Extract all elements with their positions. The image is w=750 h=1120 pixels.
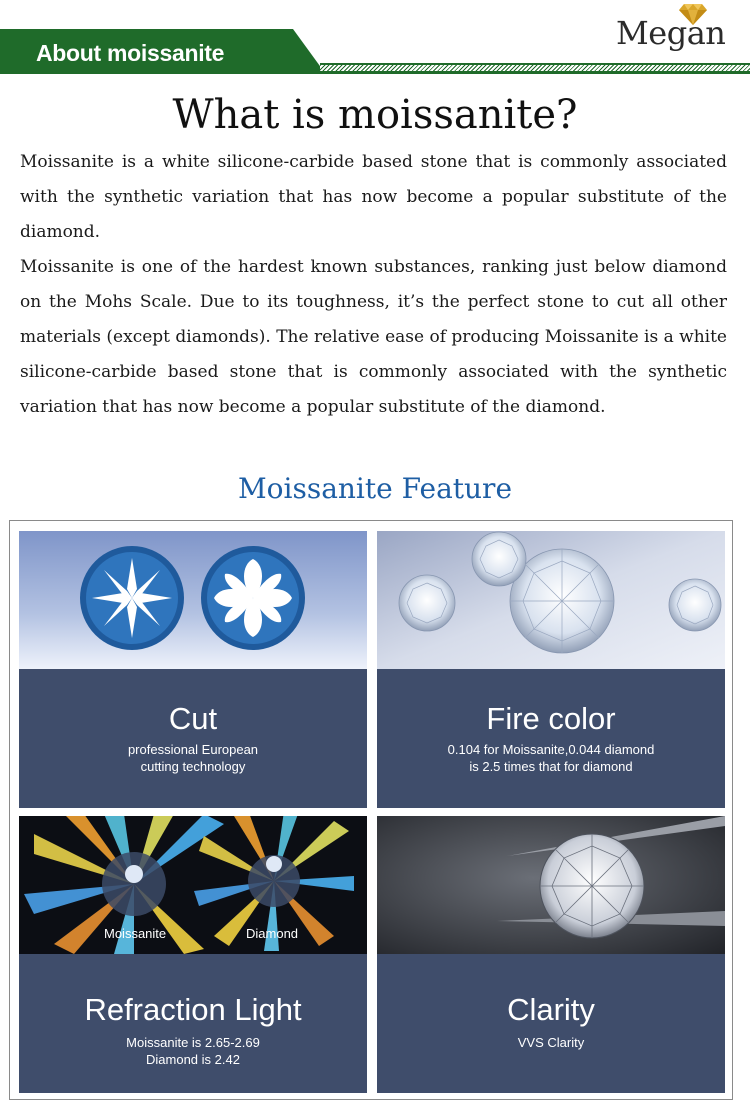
- brand-name: Megan: [616, 14, 726, 52]
- refraction-image: [19, 816, 367, 954]
- clarity-description: [417, 1034, 685, 1051]
- feature-card-clarity: [377, 816, 725, 1093]
- refraction-description: [59, 1034, 327, 1068]
- cut-title: Cut: [168, 701, 218, 736]
- cut-image: [19, 531, 367, 669]
- clarity-desc-line-1: VVS Clarity: [517, 1035, 585, 1050]
- cut-desc-line-1: professional European: [127, 742, 259, 757]
- fire-color-desc-line-1: 0.104 for Moissanite,0.044 diamond: [447, 742, 655, 757]
- feature-card-fire-color: [377, 531, 725, 808]
- fire-color-desc-line-2: is 2.5 times that for diamond: [469, 759, 633, 774]
- fire-color-description: [397, 741, 705, 775]
- refraction-title: Refraction Light: [84, 992, 302, 1027]
- refraction-desc-line-2: Diamond is 2.42: [146, 1052, 240, 1067]
- fire-color-title: Fire color: [486, 701, 616, 736]
- fire-color-image: [377, 531, 725, 669]
- cut-desc-line-2: cutting technology: [140, 759, 246, 774]
- clarity-title: Clarity: [507, 992, 595, 1027]
- brand-logo[interactable]: [616, 2, 726, 54]
- section-header-title: About moissanite: [36, 40, 225, 66]
- fire-color-panel: [377, 669, 725, 808]
- refraction-panel: [19, 954, 367, 1093]
- header-divider: [0, 71, 750, 74]
- cut-panel: [19, 669, 367, 808]
- feature-card-refraction-light: [19, 816, 367, 1093]
- feature-section-title: Moissanite Feature: [237, 472, 513, 505]
- clarity-panel: [377, 954, 725, 1093]
- refraction-desc-line-1: Moissanite is 2.65-2.69: [126, 1035, 260, 1050]
- diamond-image-label: Diamond: [246, 926, 299, 941]
- clarity-image: [377, 816, 725, 954]
- intro-paragraph-2: Moissanite is one of the hardest known substances, ranking just below diamond on the Mohs Scale. Due to its toughness, it’s the perfect stone to cut all other materials (except diamonds). The relative ease of producing Moissanite is a white silicone-carbide based stone that is commonly associated with the synthetic variation that has now become a popular substitute of the diamond.: [20, 257, 727, 417]
- intro-text: [20, 145, 727, 425]
- moissanite-image-label: Moissanite: [104, 926, 167, 941]
- feature-card-cut: [19, 531, 367, 808]
- page-title: What is moissanite?: [172, 92, 578, 138]
- intro-paragraph-1: Moissanite is a white silicone-carbide based stone that is commonly associated with the synthetic variation that has now become a popular substitute of the diamond.: [20, 152, 727, 242]
- cut-description: [59, 741, 327, 775]
